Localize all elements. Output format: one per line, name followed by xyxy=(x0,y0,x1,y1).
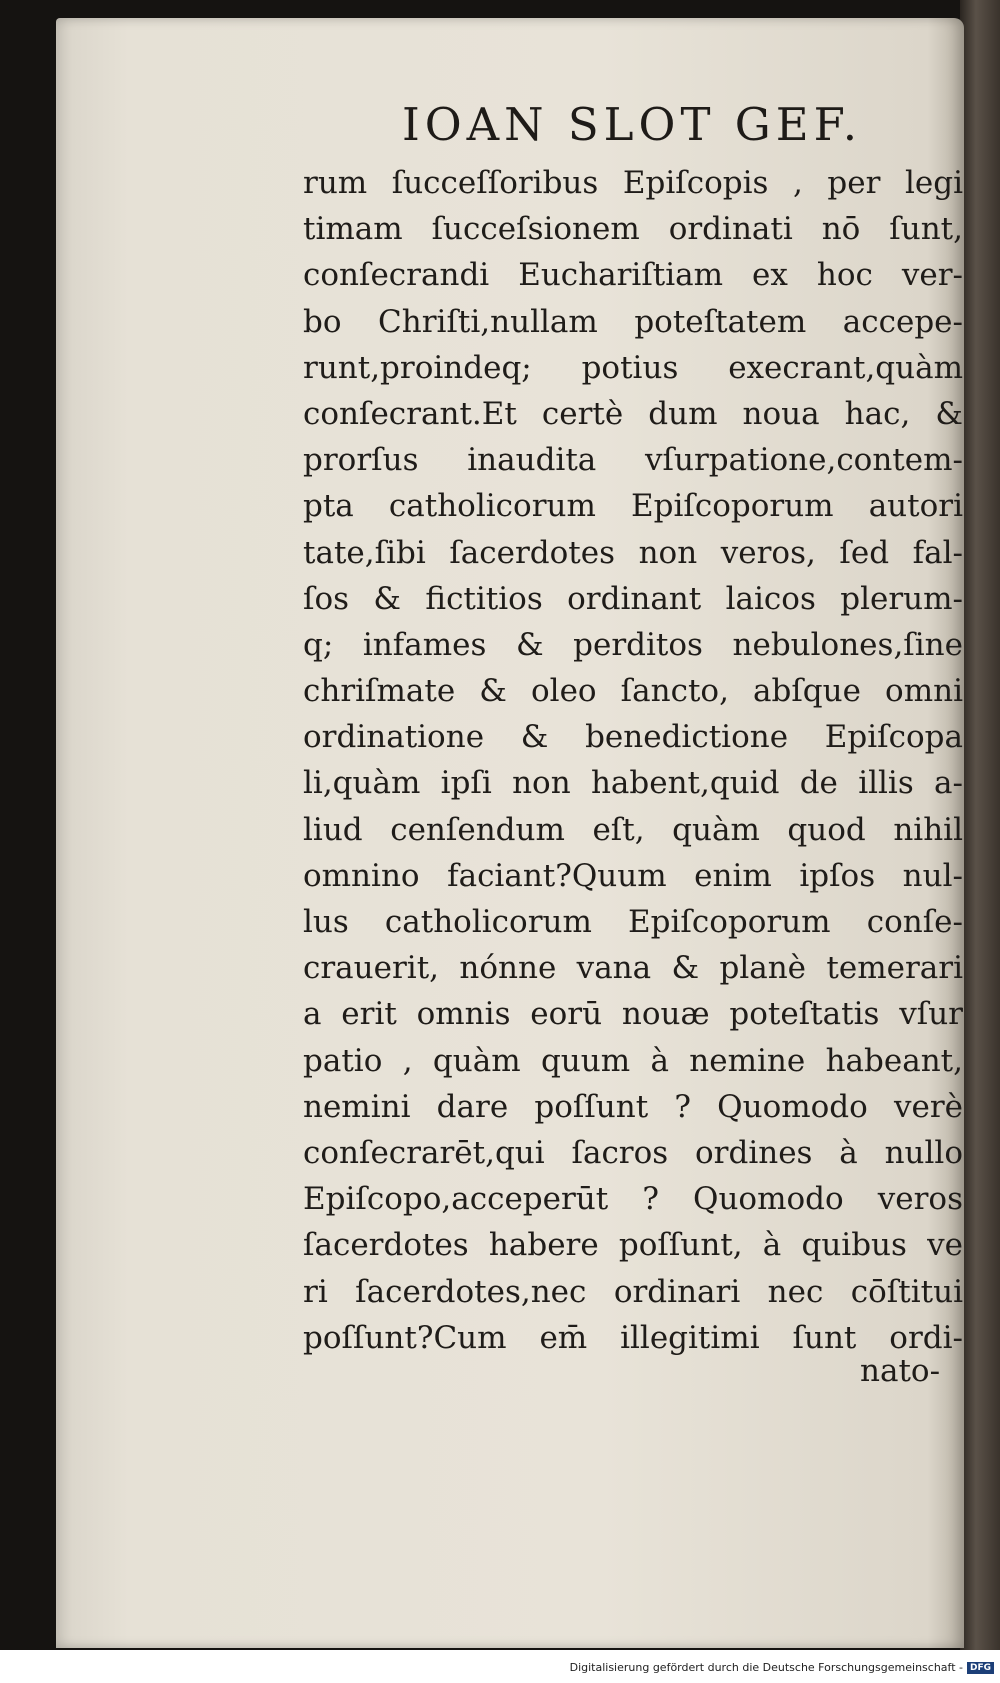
text-line: chriſmate & oleo ſancto, abſque omni xyxy=(303,673,963,710)
text-line: nemini dare poſſunt ? Quomodo verè xyxy=(303,1088,963,1125)
text-line: poſſunt?Cum em̄ illegitimi ſunt ordi- xyxy=(303,1319,963,1356)
book-edge xyxy=(960,0,1000,1650)
text-line: conſecrant.Et certè dum noua hac, & xyxy=(303,395,963,432)
text-line: patio , quàm quum à nemine habeant, xyxy=(303,1042,963,1079)
text-line: prorſus inaudita vſurpatione,contem- xyxy=(303,442,963,479)
text-line: crauerit, nónne vana & planè temerari xyxy=(303,950,963,987)
dfg-logo: DFG xyxy=(967,1662,994,1674)
text-line: li,quàm ipſi non habent,quid de illis a- xyxy=(303,765,963,802)
text-line: omnino faciant?Quum enim ipſos nul- xyxy=(303,857,963,894)
text-line: ri ſacerdotes,nec ordinari nec cōſtitui xyxy=(303,1273,963,1310)
text-line: runt,proindeq; potius execrant,quàm xyxy=(303,349,963,386)
text-block xyxy=(303,160,963,1361)
text-line: pta catholicorum Epiſcoporum autori xyxy=(303,488,963,525)
text-line: a erit omnis eorū nouæ poteſtatis vſur xyxy=(303,996,963,1033)
text-line: liud cenſendum eſt, quàm quod nihil xyxy=(303,811,963,848)
digitization-footer xyxy=(570,1661,994,1674)
text-line: ſos & fictitios ordinant laicos plerum- xyxy=(303,580,963,617)
text-line: conſecrandi Euchariſtiam ex hoc ver- xyxy=(303,257,963,294)
text-line: ordinatione & benedictione Epiſcopa xyxy=(303,719,963,756)
running-head: IOAN SLOT GEF. xyxy=(402,98,863,151)
text-line: timam ſucceſsionem ordinati nō ſunt, xyxy=(303,211,963,248)
text-line: lus catholicorum Epiſcoporum conſe- xyxy=(303,904,963,940)
text-line: conſecrarēt,qui ſacros ordines à nullo xyxy=(303,1134,963,1171)
text-line: bo Chriſti,nullam poteſtatem accepe- xyxy=(303,303,963,340)
text-line: q; infames & perditos nebulones,ſine xyxy=(303,626,963,663)
text-line: ſacerdotes habere poſſunt, à quibus ve xyxy=(303,1227,963,1264)
text-line: Epiſcopo,acceperūt ? Quomodo veros xyxy=(303,1181,963,1218)
footer-text: Digitalisierung gefördert durch die Deutsche Forschungsgemeinschaft - xyxy=(569,1661,963,1674)
text-line: tate,ſibi ſacerdotes non veros, ſed fal- xyxy=(303,534,963,571)
text-line: rum ſucceſſoribus Epiſcopis , per legi xyxy=(303,165,963,201)
catchword: nato- xyxy=(860,1353,941,1389)
